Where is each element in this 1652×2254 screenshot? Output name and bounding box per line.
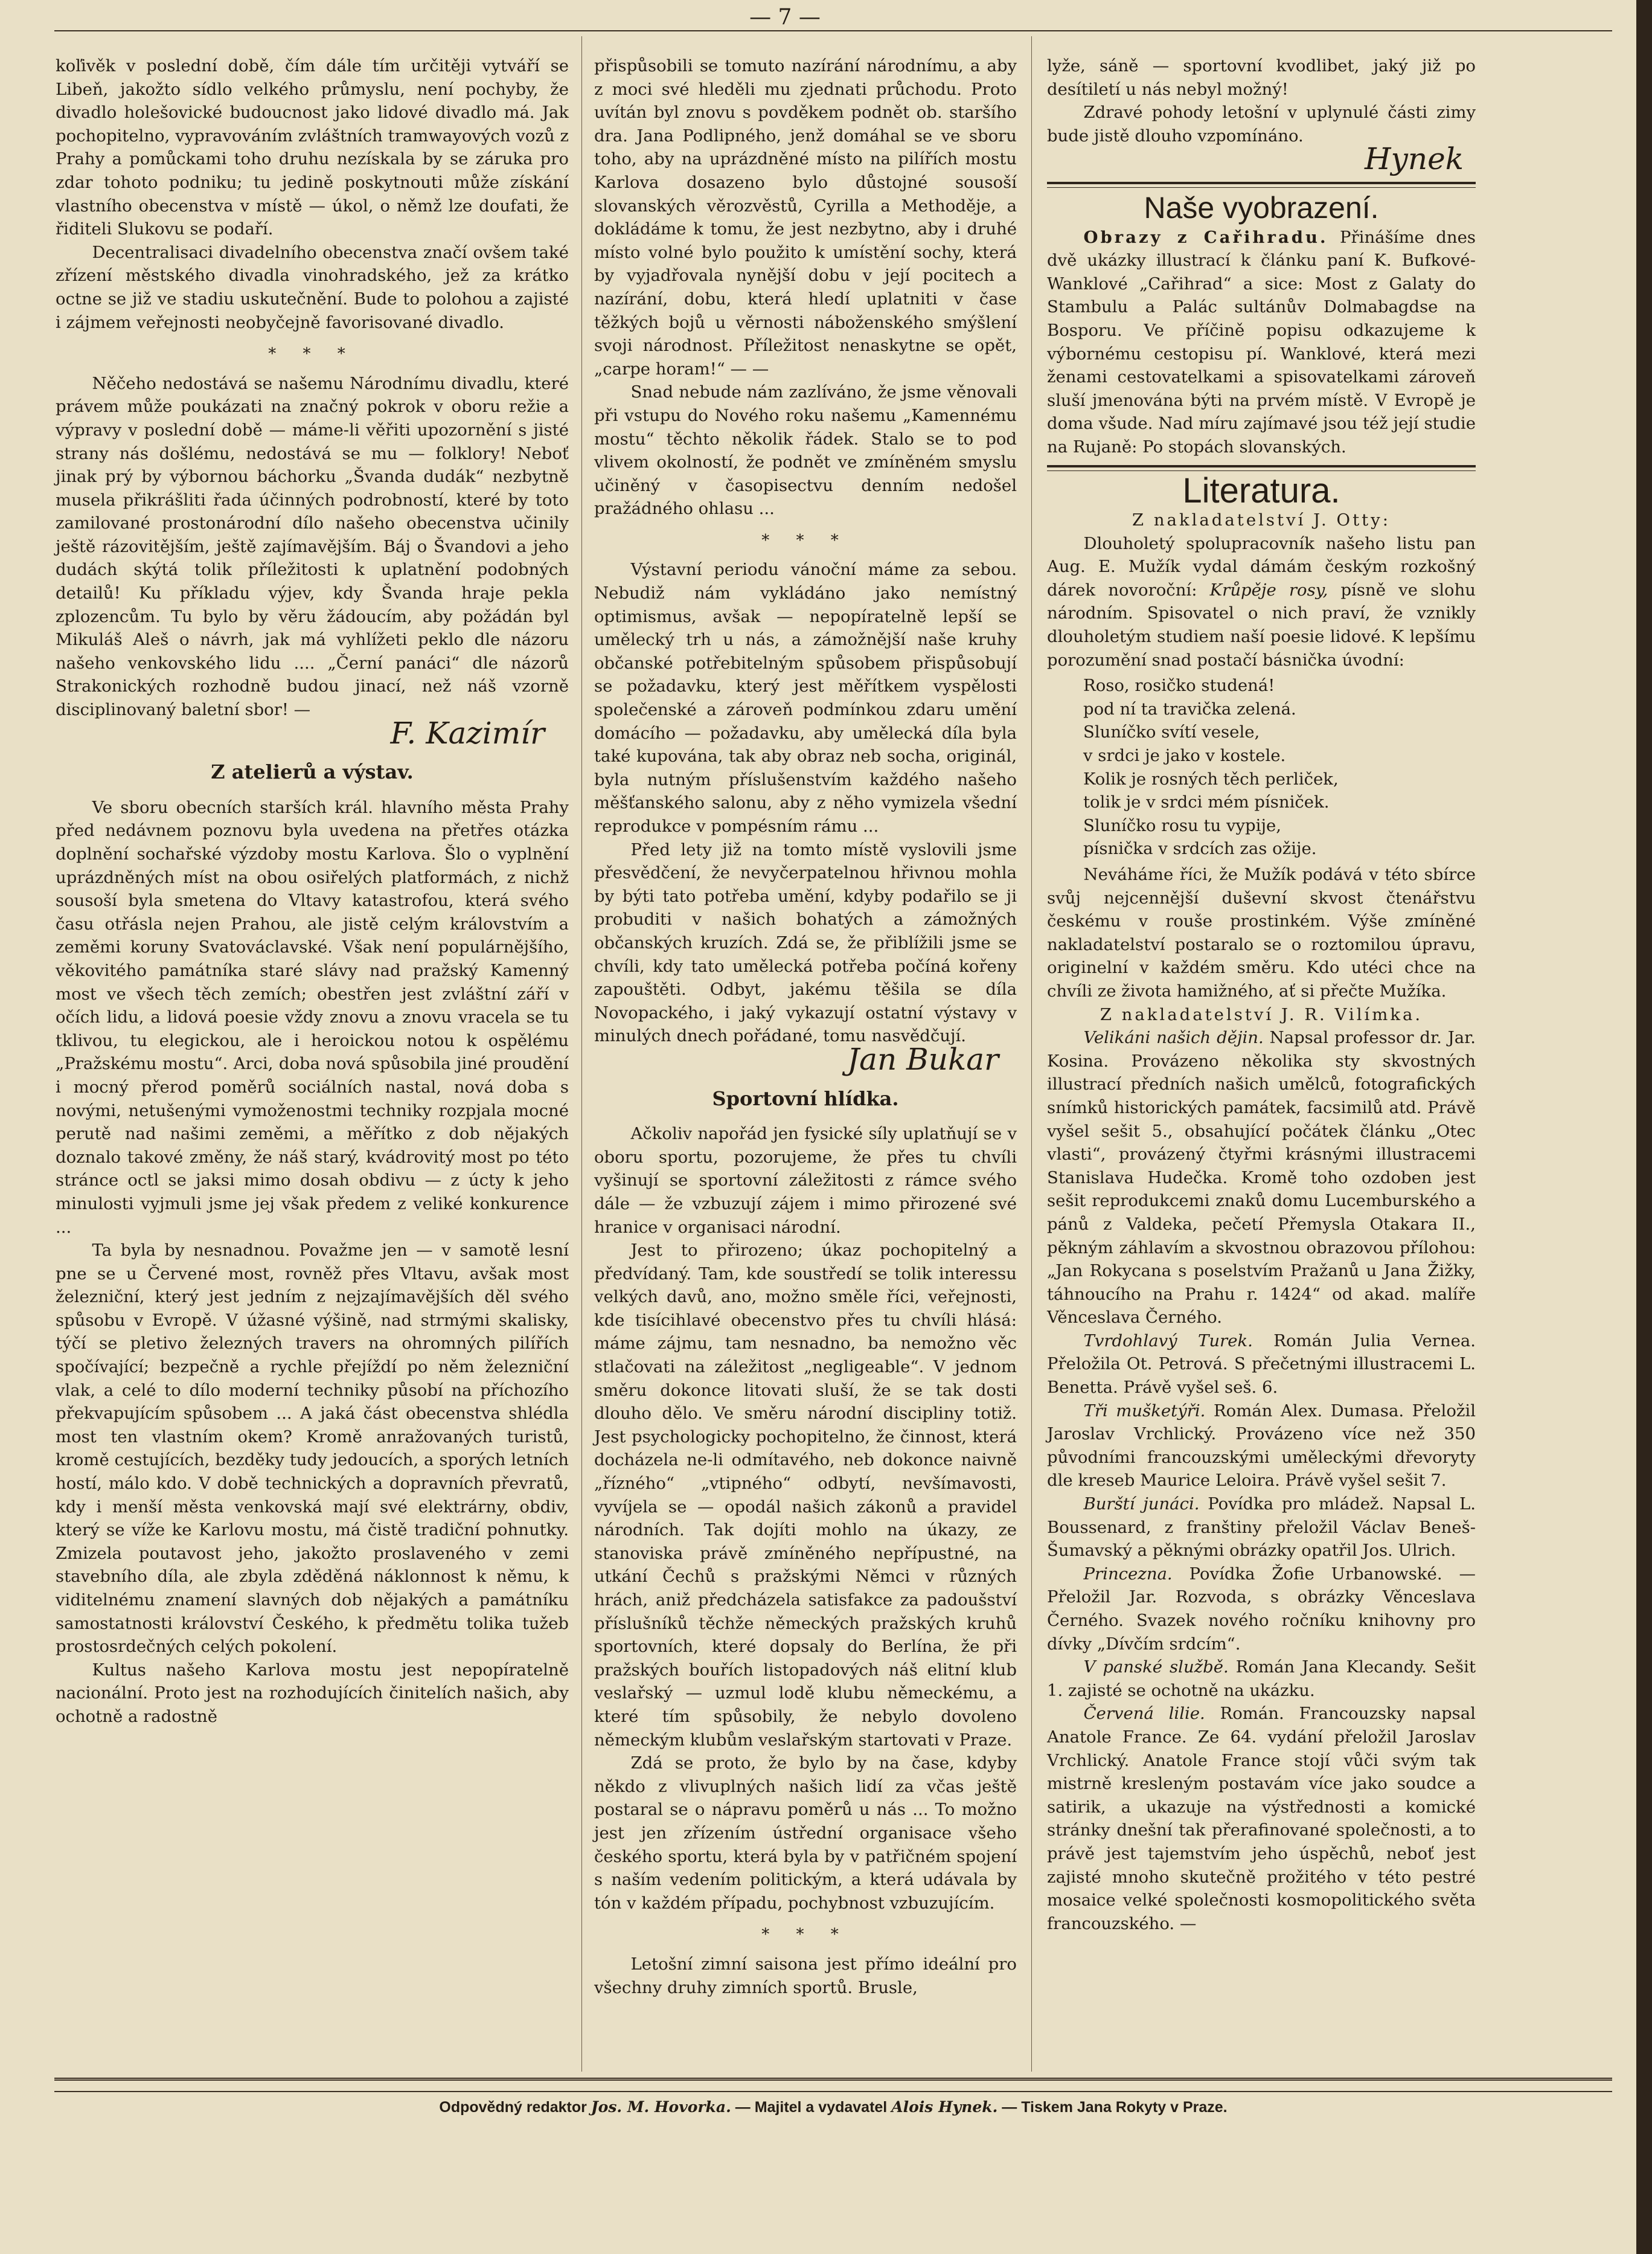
publisher-heading: Z nakladatelství J. R. Vilímka. (1100, 1004, 1423, 1024)
book-notice: Napsal professor dr. Jar. Kosina. Provázeno několika sty skvostných illustrací předních našich umělců, fotografických snímků historických památek, facsimilů atd. Právě vyšel sešit 5., obsahující počátek článku „Otec vlasti“, provázený čtyřmi krásnými illustracemi Stanislava Hudečka. Kromě toho ozdoben jest sešit reprodukcemi znaků domu Lucemburského a pánů z Valdeka, pečetí Přemysla Otakara II., pěkným záhlavím a skvostnou obrazovou přílohou: „Jan Rokycana s poselstvím Pražanů u Jana Žižky, táhnoucího na Prahu r. 1424“ od akad. malíře Věnceslava Černého. (1047, 1028, 1476, 1328)
book-title: Tři mušketýři. (1083, 1401, 1206, 1421)
editor-name: Jos. M. Hovorka. (591, 2098, 731, 2116)
footer-text: — Tiskem Jana Rokyty v Praze. (1002, 2099, 1228, 2116)
signature: Jan Bukar (847, 1041, 999, 1077)
paragraph-text: Dlouholetý spolupracovník našeho listu pan Aug. E. Mužík vydal dámám českým rozkošný dárek novoroční: (1047, 533, 1476, 600)
section-heading: Naše vyobrazení. (1144, 190, 1379, 225)
section-rule (1047, 465, 1476, 471)
paragraph: Před lety již na tomto místě vyslovili jsme přesvědčení, že nevyčerpatelnou hřivnou mohla by býti tato potřeba umění, kdyby podařilo se ji probuditi v našich bohatých a zámožných občanských kruzích. Zdá se, že přiblížili jsme se chvíli, kdy tato umělecká potřeba počíná kořeny zapouštěti. Odbyt, jakému těšila se díla Novopackého, i jaký vykazují ostatní výstavy v minulých dnech pořádané, tomu nasvědčují. (594, 840, 1017, 1046)
paragraph: Kultus našeho Karlova mostu jest nepopíratelně nacionální. Proto jest na rozhodujících činitelích našich, aby ochotně a radostně (56, 1660, 569, 1726)
book-notice: Román Julia Vernea. Přeložila Ot. Petrová. S přečetnými illustracemi L. Benetta. Právě vyšel seš. 6. (1047, 1331, 1476, 1398)
paragraph-text: písně ve slohu národním. Spisovatel o nich praví, že vznikly dlouholetým studiem naší poesie lidové. K lepšímu porozumění snad postačí básnička úvodní: (1047, 580, 1476, 670)
paragraph: Zdá se proto, že bylo by na čase, kdyby někdo z vlivuplných našich lidí za včas ještě postaral se o nápravu poměrů u nás ... To možno jest jen zřízením ústřední organisace všeho českého sportu, která byla by v patřičném spojení s naším vedením politickým, a která udávala by tón v každém případu, pochybnost vzbuzujícím. (594, 1753, 1017, 1913)
signature: F. Kazimír (390, 715, 545, 751)
signature-wrap (56, 715, 545, 751)
footer-text: Odpovědný redaktor (439, 2099, 587, 2116)
book-title: Červená lilie. (1083, 1704, 1205, 1724)
poem-line: Roso, rosičko studená! (1083, 676, 1275, 696)
top-rule (54, 30, 1612, 31)
signature-wrap (1047, 141, 1464, 177)
paragraph: Ta byla by nesnadnou. Považme jen — v samotě lesní pne se u Červené most, rovněž přes Vltavu, avšak most železniční, který jest jedním z nejzajímavějších děl svého spůsobu v Evropě. V úžasné výšině, nad strmými skalisky, týčí se pletivo železných travers na ohromných pilířích spočívající; bezpečně a rychle přejíždí po něm železniční vlak, a celé to dílo moderní techniky působí na příchozího překvapujícím spůsobem ... A jaká část obecenstva shlédla most ten vlastním okem? Kromě anražovaných turistů, kromě cestujících, bezděky tudy jedoucích, a sporých letních hostí, málo kdo. V době technických a dopravních převratů, kdy i menší města venkovská mají své elektrárny, obdiv, který se víže ke Karlovu mostu, má čistě tradiční pohnutky. Zmizela poutavost jeho, jakožto proslaveného v zemi stavebního díla, ale zbyla zděděná náklonnost k němu, k viditelnému znamení slavných dob nějakých a památníku samostatnosti království Českého, k předmětu tolika tužeb prostosrdečných celých pokolení. (56, 1241, 569, 1657)
binding-edge (1636, 0, 1652, 2254)
poem-line: písnička v srdcích zas ožije. (1083, 839, 1317, 859)
imprint-footer (54, 2091, 1612, 2116)
paragraph: Neváháme říci, že Mužík podává v této sbírce svůj nejcennější duševní skvost čtenářstvu českému v rouše prostinkém. Výše zmíněné nakladatelství postaralo se o roztomilou úpravu, originelní v každém směru. Kdo utéci chce na chvíli ze života hamižného, ať si přečte Mužíka. (1047, 865, 1476, 1001)
poem-line: v srdci je jako v kostele. (1083, 746, 1286, 766)
paragraph: Výstavní periodu vánoční máme za sebou. Nebudiž nám vykládáno jako nemístný optimismus, avšak — nepopíratelně lepší se umělecký trh u nás, a zámožnější naše kruhy občanské potřebitelným spůsobem přispůsobují se požadavku, který jest měřítkem vyspělosti společenské a zároveň podmínkou zdaru umění domácího — požadavku, aby umělecká díla byla také kupována, tak aby obraz neb socha, originál, byla nutným příslušenstvím každého našeho měšťanského salonu, aby z něho vymizela všední reprodukce v pompésním rámu ... (594, 560, 1017, 836)
paragraph: Snad nebude nám zazlíváno, že jsme věnovali při vstupu do Nového roku našemu „Kamennému mostu“ těchto několik řádek. Stalo se to pod vlivem okolností, že podnět ve zmíněném smyslu učiněný v časopisectvu denním nedošel pražádného ohlasu ... (594, 382, 1017, 519)
paragraph: Ve sboru obecních starších král. hlavního města Prahy před nedávnem poznovu byla uvedena na přetřes otázka doplnění sochařské výzdoby mostu Karlova. Šlo o vyplnění uprázdněných míst na obou osiřelých platformách, z nichž sousoší byla smetena do Vltavy katastrofou, která svého času otřásla nejen Prahou, ale jistě celým královstvím a zeměmi koruny Svatováclavské. Však není populárnějšího, věkovitého památníka staré slávy nad pražský Kamenný most ve všech těch zemích; obestřen jest zvláštní září v očích lidu, a lidová poesie vždy znovu a znovu vracela se tu tklivou, tu elegickou, ale i heroickou notou k ospělému „Pražskému mostu“. Arci, doba nová spůsobila jiné proudění i mocný přerod poměrů sociálních nastal, nová doba s novými, netušenými vymoženostmi techniky rozpjala mocné perutě nad našimi zeměmi, a měřítko z dob nějakých doznalo takové změny, že náš starý, kvádrovitý most po této stránce octl se jaksi mimo dosah obdivu — z úcty k jeho minulosti vyjmuli jsme jej však předem z veliké konkurence ... (56, 797, 569, 1237)
publisher-heading: Z nakladatelství J. Otty: (1132, 510, 1391, 530)
book-notice: Román Jana Klecandy. Sešit 1. zajisté se ochotně na ukázku. (1047, 1657, 1476, 1700)
column-3 (1047, 54, 1476, 1935)
paragraph-with-signature (56, 372, 569, 722)
paragraph: Něčeho nedostává se našemu Národnímu divadlu, které právem může poukázati na značný pokrok v oboru režie a výpravy v poslední době — máme-li věřiti upozornění s jisté strany nás došlému, nedostává se mu — folklory! Neboť jinak prý by výbornou báchorku „Švanda dudák“ nezbytně musela přikrášliti řada účinných podrobností, které by toto zamilované prostonárodní dílo našeho obecenstva učinily ještě rázovitějším, ještě zajímavějším. Báj o Švandovi a jeho dudách skýtá tolik příležitosti k uplatnění podobných detailů! Ku příkladu výjev, kdy Švanda hraje pekla zplozencům. Tu bylo by věru žádoucím, aby požádán byl Mikuláš Aleš o návrh, jak má vyhlížeti peklo dle názoru našeho venkovského lidu .... „Černí panáci“ dle názorů Strakonických rozhodně budou jinací, než náš vzorně disciplinovaný baletní sbor! — (56, 373, 569, 720)
paragraph: koľivěk v poslední době, čím dále tím určitěji vytváří se Libeň, jakožto sídlo velkého průmyslu, není pochyby, že divadlo holešovické budoucnost jako lidové divadlo má. Jak pochopitelno, vypravováním zvláštních tramwayových vozů z Prahy a pomůckami toho druhu nezískala by se záruka pro zdar tohoto podniku; tu jedině poskytnouti může získání vlastního obecenstva v místě — úkol, o němž lze doufati, že řiditeli Slukovu se podaří. (56, 56, 569, 239)
book-notice: Román Alex. Dumasa. Přeložil Jaroslav Vrchlický. Provázeno více než 350 původními francouzskými uměleckými dřevoryty dle kreseb Maurice Leloira. Právě vyšel sešit 7. (1047, 1401, 1476, 1491)
paragraph: Ačkoliv napořád jen fysické síly uplatňují se v oboru sportu, pozorujeme, že přes tu chvíli vyšinují se sportovní záležitosti z rámce svého dále — že vzbuzují zájem i mimo přirozené své hranice v organisaci národní. (594, 1124, 1017, 1237)
paragraph: Decentralisaci divadelního obecenstva značí ovšem také zřízení městského divadla vinohradského, jež za krátko octne se již ve stadiu uskutečnění. Bude to polohou a zajisté i zájmem veřejnosti neobyčejně favorisované divadlo. (56, 242, 569, 332)
book-title: Krůpěje rosy, (1209, 580, 1328, 600)
poem (1083, 674, 1476, 861)
column-rule-2 (1031, 36, 1032, 2072)
page-number: — 7 — (749, 5, 821, 30)
paragraph-text: Přinášíme dnes dvě ukázky illustrací k článku paní K. Bufkové-Wanklové „Cařihrad“ a sice: Most z Galaty do Stambulu a Palác sultánův Dolmabagdse na Bosporu. Ve příčině popisu odkazujeme k výbornému cestopisu pí. Wanklové, která mezi ženami cestovatelkami a spisovatelkami zároveň sluší jmenována býti na prvém místě. V Evropě je doma všude. Nad míru zajímavé jsou též její studie na Rujaně: Po stopách slovanských. (1047, 227, 1476, 457)
column-1 (56, 54, 569, 1729)
section-heading: Literatura. (1182, 470, 1340, 510)
book-notice: Povídka Žofie Urbanowské. — Přeložil Jar. Rozvoda, s obrázky Věnceslava Černého. Svazek nového ročníku knihovny pro dívky „Dívčím srdcím“. (1047, 1564, 1476, 1654)
column-rule-1 (581, 36, 582, 2072)
poem-line: Sluníčko rosu tu vypije, (1083, 815, 1281, 835)
book-title: Velikáni našich dějin. (1083, 1028, 1264, 1048)
signature-wrap (594, 1041, 999, 1077)
section-rule (1047, 182, 1476, 188)
bottom-rule (54, 2078, 1612, 2081)
paragraph: Zdravé pohody letošní v uplynulé části zimy bude jistě dlouho vzpomínáno. (1047, 103, 1476, 146)
paragraph: přispůsobili se tomuto nazírání národnímu, a aby z moci své hleděli mu zjednati průchodu. Proto uvítán byl znovu s povděkem podnět ob. staršího dra. Jana Podlipného, jenž domáhal se ve sboru toho, aby na uprázdněné místo na pilířích mostu Karlova dosazeno bylo důstojné sousoší slovanských věrozvěstů, Cyrilla a Methoděje, a dokládáme k tomu, že jest nezbytno, aby i druhé místo volné bylo použito k umístění sochy, která by vyjadřovala nynější dobu v její pocitech a nazírání, dobu, která hledí uplatniti v čase těžkých bojů u věrnosti náboženského smýšlení svoji národnost. Příležitost nenaskytne se opět, „carpe horam!“ — — (594, 56, 1017, 379)
book-title: V panské službě. (1083, 1657, 1229, 1677)
poem-line: tolik je v srdci mém písniček. (1083, 792, 1330, 812)
section-separator: * * * (761, 1925, 850, 1944)
paragraph: Jest to přirozeno; úkaz pochopitelný a předvídaný. Tam, kde soustředí se tolik interessu velkých davů, ano, možno směle říci, veřejnosti, kde tisícihlavé obecenstvo přes tu chvíli hlásá: máme zájmu, tam nesnadno, ba nemožno věc stlačovati na záležitost „negligeable“. V jednom směru dokonce litovati sluší, že se tak dosti dlouho dělo. Ve směru národní discipliny totiž. Jest psychologicky pochopitelno, že činnost, která docházela ne-li odmítavého, neb dokonce naivně „řízného“ „vtipného“ odbytí, nevšímavosti, vyvíjela se — opodál našich zákonů a pravidel národních. Tak dojíti mohlo na úkazy, ze stanoviska právě zmíněného nepřípustné, na utkání Čechů s pražskými Němci v různých hrách, aniž předcházela satisfakce za padoušství příslušníků těchže německých pražských kruhů sportovních, které dopsaly do Berlína, že při pražských bouřích listopadových náš elitní klub veslařský — uzmul lodě klubu německému, a které tím spůsobily, že nebylo dovoleno německým klubům veslařským startovati v Praze. (594, 1241, 1017, 1750)
book-title: Burští junáci. (1083, 1494, 1200, 1514)
poem-line: Sluníčko svítí vesele, (1083, 722, 1260, 742)
poem-line: pod ní ta travička zelená. (1083, 699, 1296, 719)
section-separator: * * * (761, 531, 850, 550)
footer-text: — Majitel a vydavatel (735, 2099, 888, 2116)
paragraph: lyže, sáně — sportovní kvodlibet, jaký již po desítiletí u nás nebyl možný! (1047, 56, 1476, 99)
caption-label: Obrazy z Cařihradu. (1083, 227, 1328, 247)
book-title: Tvrdohlavý Turek. (1083, 1331, 1253, 1350)
book-notice: Román. Francouzsky napsal Anatole France. Ze 64. vydání přeložil Jaroslav Vrchlický. Anatole France stojí vůči svým tak mistrně kresleným postavám více jako soudce a satirik, a ukazuje na výstřednosti a komické stránky dnešní tak přerafinované společnosti, a to právě jest tajemstvím jeho úspěchů, neboť jest zajisté mnoho skutečně prožitého v této pestré mosaice velké společnosti kosmopolitického světa francouzského. — (1047, 1704, 1476, 1933)
section-separator: * * * (268, 345, 356, 364)
signature: Hynek (1365, 141, 1464, 177)
section-heading: Z atelierů a výstav. (211, 760, 414, 784)
publisher-name: Alois Hynek. (891, 2098, 998, 2116)
section-heading: Sportovní hlídka. (712, 1087, 899, 1110)
poem-line: Kolik je rosných těch perliček, (1083, 769, 1339, 789)
book-title: Princezna. (1083, 1564, 1173, 1584)
column-2 (594, 54, 1017, 1999)
book-notice: Povídka pro mládež. Napsal L. Boussenard, z franštiny přeložil Václav Beneš-Šumavský a pěknými obrázky opatřil Jos. Ulrich. (1047, 1494, 1476, 1561)
paragraph: Letošní zimní saisona jest přímo ideální pro všechny druhy zimních sportů. Brusle, (594, 1954, 1017, 1997)
